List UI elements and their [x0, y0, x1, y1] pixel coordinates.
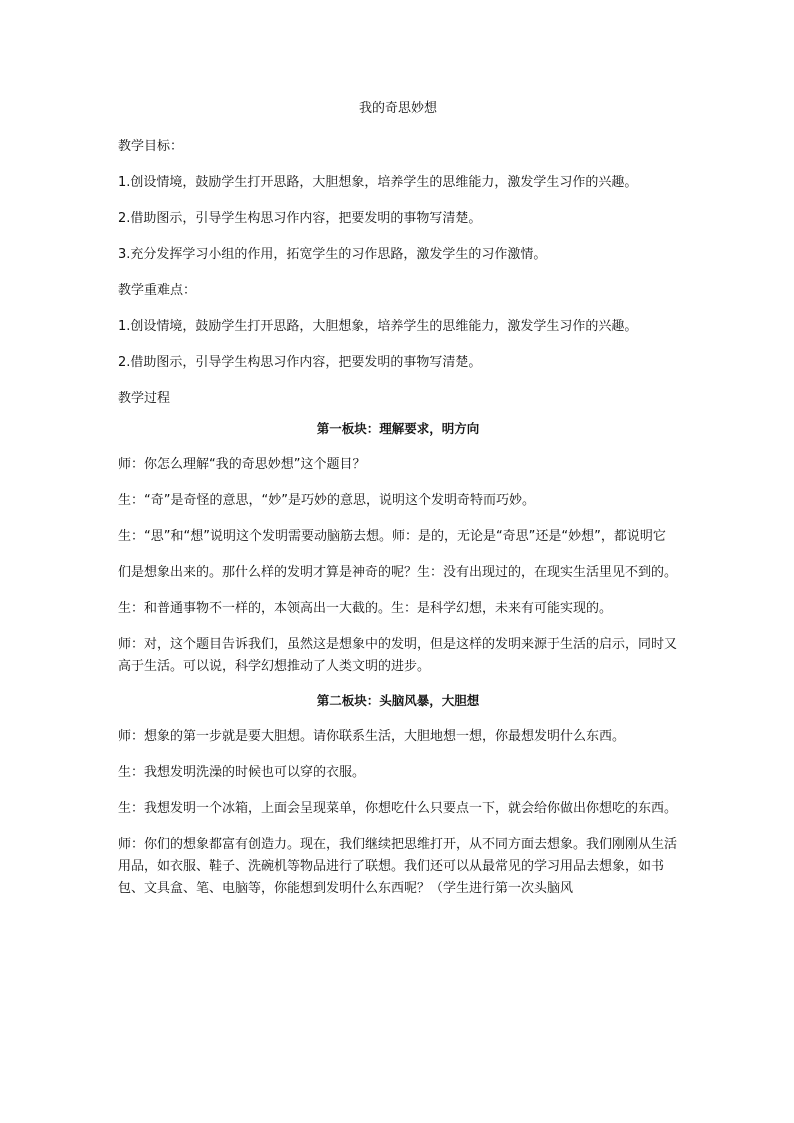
paragraph-3: 生：“思”和“想”说明这个发明需要动脑筋去想。师：是的，无论是“奇思”还是“妙想”，都说明它: [118, 529, 666, 544]
paragraph-1: 师：你怎么理解“我的奇思妙想”这个题目？: [118, 457, 366, 472]
paragraph-8: 生：我想发明洗澡的时候也可以穿的衣服。: [118, 765, 366, 780]
paragraph-4: 们是想象出来的。那什么样的发明才算是神奇的呢？生：没有出现过的，在现实生活里见不到的。: [118, 565, 678, 580]
document-body: [118, 100, 678, 914]
heading-key-points: 教学重难点：: [118, 283, 197, 298]
keypoint-item-2: 2.借助图示，引导学生构思习作内容，把要发明的事物写清楚。: [118, 355, 482, 370]
goal-item-3: 3.充分发挥学习小组的作用，拓宽学生的习作思路，激发学生的习作激情。: [118, 247, 547, 262]
heading-teaching-goals: 教学目标：: [118, 139, 184, 154]
goal-item-1: 1.创设情境，鼓励学生打开思路，大胆想象，培养学生的思维能力，激发学生习作的兴趣。: [118, 175, 638, 190]
goal-item-2: 2.借助图示，引导学生构思习作内容，把要发明的事物写清楚。: [118, 211, 482, 226]
paragraph-10: 师：你们的想象都富有创造力。现在，我们继续把思维打开，从不同方面去想象。我们刚刚从生活用品，如衣服、鞋子、洗碗机等物品进行了联想。我们还可以从最常见的学习用品去想象，如书包、文具盒、笔、电脑等，你能想到发明什么东西呢？（学生进行第一次头脑风: [118, 837, 678, 896]
paragraph-5: 生：和普通事物不一样的，本领高出一大截的。生：是科学幻想，未来有可能实现的。: [118, 601, 613, 616]
paragraph-9: 生：我想发明一个冰箱，上面会呈现菜单，你想吃什么只要点一下，就会给你做出你想吃的东西。: [118, 801, 678, 816]
keypoint-item-1: 1.创设情境，鼓励学生打开思路，大胆想象，培养学生的思维能力，激发学生习作的兴趣。: [118, 319, 638, 334]
document-title: 我的奇思妙想: [358, 101, 437, 116]
paragraph-7: 师：想象的第一步就是要大胆想。请你联系生活，大胆地想一想，你最想发明什么东西。: [118, 729, 626, 744]
paragraph-2: 生：“奇”是奇怪的意思，“妙”是巧妙的意思，说明这个发明奇特而巧妙。: [118, 493, 535, 508]
section-heading-2: 第二板块：头脑风暴，大胆想: [316, 693, 480, 708]
paragraph-6: 师：对，这个题目告诉我们，虽然这是想象中的发明，但是这样的发明来源于生活的启示，同时又高于生活。可以说，科学幻想推动了人类文明的进步。: [118, 637, 678, 674]
section-heading-1: 第一板块：理解要求，明方向: [316, 421, 480, 436]
heading-teaching-process: 教学过程: [118, 391, 171, 406]
